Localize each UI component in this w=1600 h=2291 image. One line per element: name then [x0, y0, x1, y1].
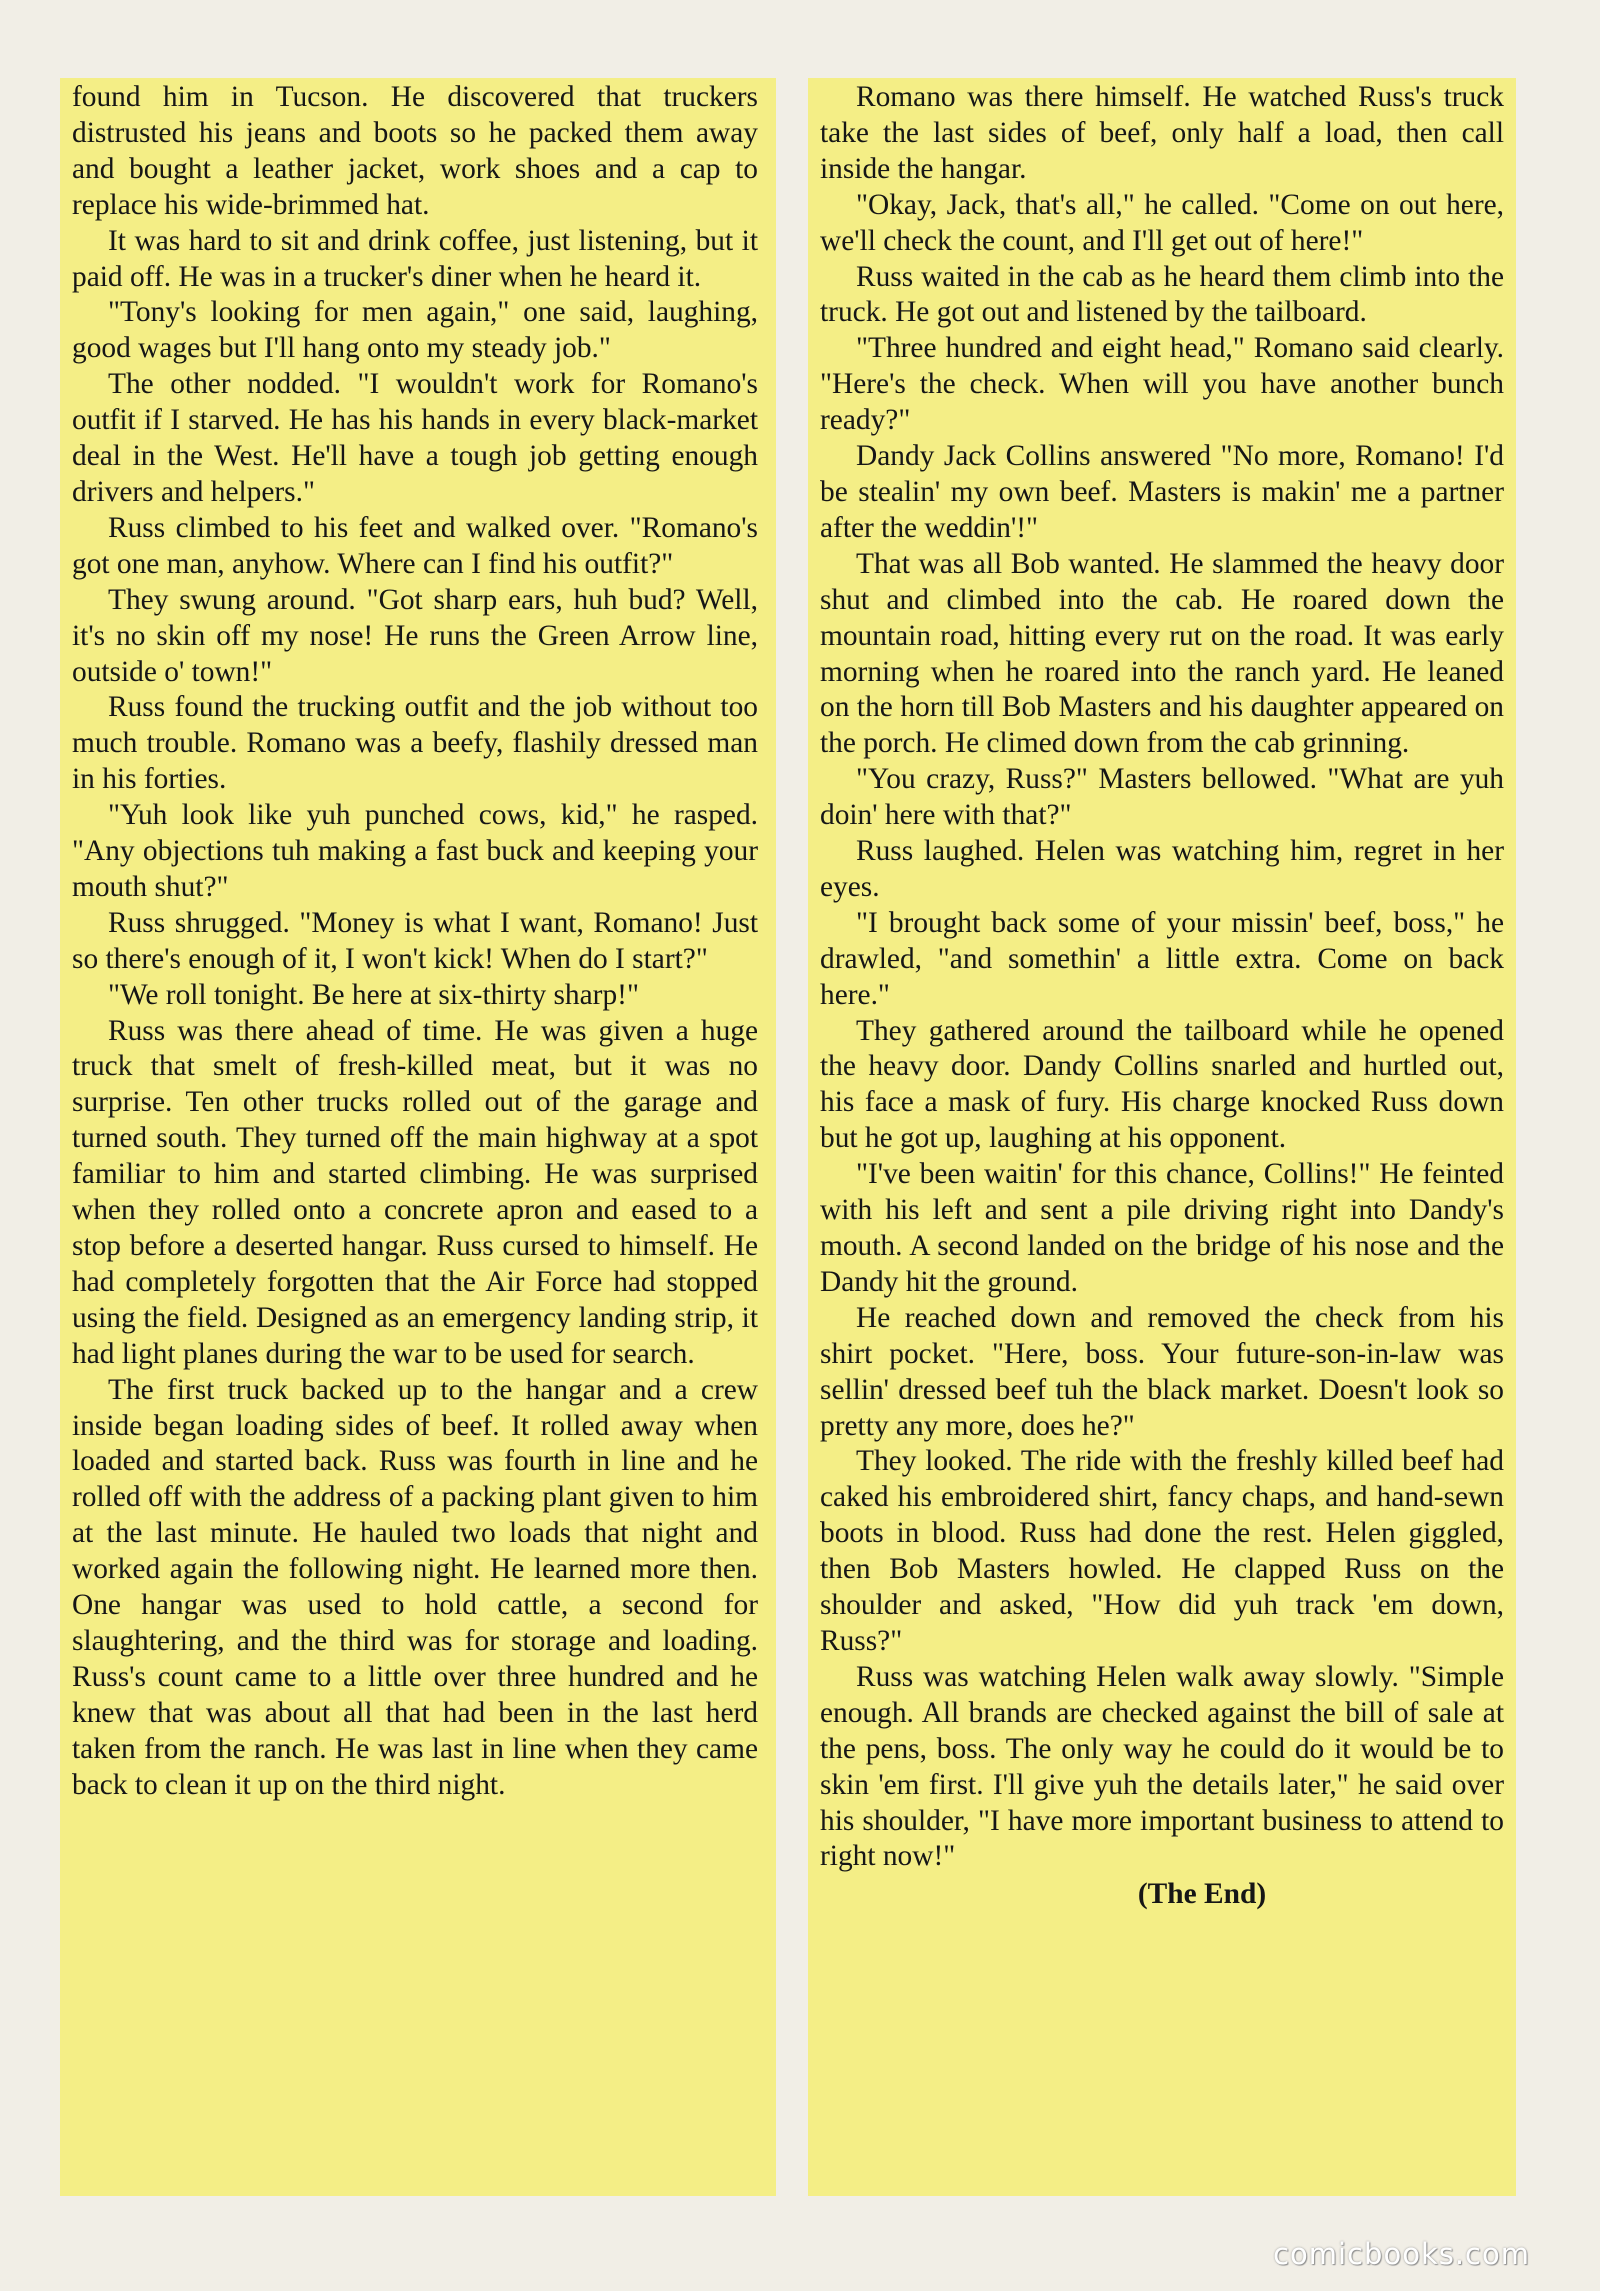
paragraph: Russ waited in the cab as he heard them climb into the truck. He got out and listened by the tailboard. [820, 260, 1504, 329]
paragraph: "I've been waitin' for this chance, Collins!" He feinted with his left and sent a pile driving right into Dandy's mouth. A second landed on the bridge of his nose and the Dandy hit the ground. [820, 1158, 1504, 1298]
paragraph: Dandy Jack Collins answered "No more, Romano! I'd be stealin' my own beef. Masters is makin' me a partner after the weddin'!" [820, 440, 1504, 544]
paragraph: "You crazy, Russ?" Masters bellowed. "What are yuh doin' here with that?" [820, 763, 1504, 832]
paragraph: "Yuh look like yuh punched cows, kid," he rasped. "Any objections tuh making a fast buck and keeping your mouth shut?" [72, 799, 758, 903]
paragraph: They gathered around the tailboard while he opened the heavy door. Dandy Collins snarled and hurtled out, his face a mask of fury. His charge knocked Russ down but he got up, laughing at his opponent. [820, 1014, 1504, 1155]
paragraph: That was all Bob wanted. He slammed the heavy door shut and climbed into the cab. He roared down the mountain road, hitting every rut on the road. It was early morning when he roared into the ranch yard. He leaned on the horn till Bob Masters and his daughter appeared on the porch. He climed down from the cab grinning. [820, 547, 1504, 760]
site-watermark: comicbooks.com [1273, 2237, 1530, 2271]
paragraph: Russ shrugged. "Money is what I want, Romano! Just so there's enough of it, I won't kick! When do I start?" [72, 906, 758, 975]
paragraph: Russ found the trucking outfit and the job without too much trouble. Romano was a beefy, flashily dressed man in his forties. [72, 691, 758, 796]
paragraph: "We roll tonight. Be here at six-thirty sharp!" [108, 978, 639, 1011]
paragraph: "Three hundred and eight head," Romano said clearly. "Here's the check. When will you have another bunch ready?" [820, 332, 1504, 437]
the-end-mark: (The End) [1137, 1878, 1267, 1911]
paragraph: He reached down and removed the check from his shirt pocket. "Here, boss. Your future-son-in-law was sellin' dressed beef tuh the black market. Doesn't look so pretty any more, does he?" [820, 1301, 1504, 1442]
paragraph: found him in Tucson. He discovered that truckers distrusted his jeans and boots so he packed them away and bought a leather jacket, work shoes and a cap to replace his wide-brimmed hat. [72, 81, 758, 221]
paragraph: Russ laughed. Helen was watching him, regret in her eyes. [820, 835, 1504, 903]
paragraph: They looked. The ride with the freshly killed beef had caked his embroidered shirt, fancy chaps, and hand-sewn boots in blood. Russ had done the rest. Helen giggled, then Bob Masters howled. He clapped Russ on the shoulder and asked, "How did yuh track 'em down, Russ?" [820, 1445, 1504, 1657]
paragraph: Romano was there himself. He watched Russ's truck take the last sides of beef, only half a load, then call inside the hangar. [820, 81, 1504, 185]
paragraph: Russ was watching Helen walk away slowly. "Simple enough. All brands are checked against the bill of sale at the pens, boss. The only way he could do it would be to skin 'em first. I'll give yuh the details later," he said over his shoulder, "I have more important business to attend to right now!" [820, 1660, 1504, 1873]
paragraph: "I brought back some of your missin' beef, boss," he drawled, "and somethin' a little extra. Come on back here." [820, 906, 1504, 1011]
right-column [808, 78, 1516, 2196]
paragraph: "Okay, Jack, that's all," he called. "Come on out here, we'll check the count, and I'll get out of here!" [820, 188, 1504, 257]
paragraph: They swung around. "Got sharp ears, huh bud? Well, it's no skin off my nose! He runs the Green Arrow line, outside o' town!" [72, 583, 758, 688]
paragraph: Russ was there ahead of time. He was given a huge truck that smelt of fresh-killed meat, but it was no surprise. Ten other trucks rolled out of the garage and turned south. They turned off the main highway at a spot familiar to him and started climbing. He was surprised when they rolled onto a concrete apron and eased to a stop before a deserted hangar. Russ cursed to himself. He had completely forgotten that the Air Force had stopped using the field. Designed as an emergency landing strip, it had light planes during the war to be used for search. [72, 1014, 758, 1370]
paragraph: The first truck backed up to the hangar and a crew inside began loading sides of beef. It rolled away when loaded and started back. Russ was fourth in line and he rolled off with the address of a packing plant given to him at the last minute. He hauled two loads that night and worked again the following night. He learned more then. One hangar was used to hold cattle, a second for slaughtering, and the third was for storage and loading. Russ's count came to a little over three hundred and he knew that was about all that had been in the last herd taken from the ranch. He was last in line when they came back to clean it up on the third night. [72, 1373, 758, 1801]
paragraph: The other nodded. "I wouldn't work for Romano's outfit if I starved. He has his hands in every black-market deal in the West. He'll have a tough job getting enough drivers and helpers." [72, 368, 758, 508]
left-column [60, 78, 776, 2196]
paragraph: Russ climbed to his feet and walked over. "Romano's got one man, anyhow. Where can I find his outfit?" [72, 511, 758, 580]
paragraph: "Tony's looking for men again," one said, laughing, good wages but I'll hang onto my steady job." [72, 296, 758, 365]
paragraph: It was hard to sit and drink coffee, just listening, but it paid off. He was in a trucker's diner when he heard it. [72, 224, 758, 293]
